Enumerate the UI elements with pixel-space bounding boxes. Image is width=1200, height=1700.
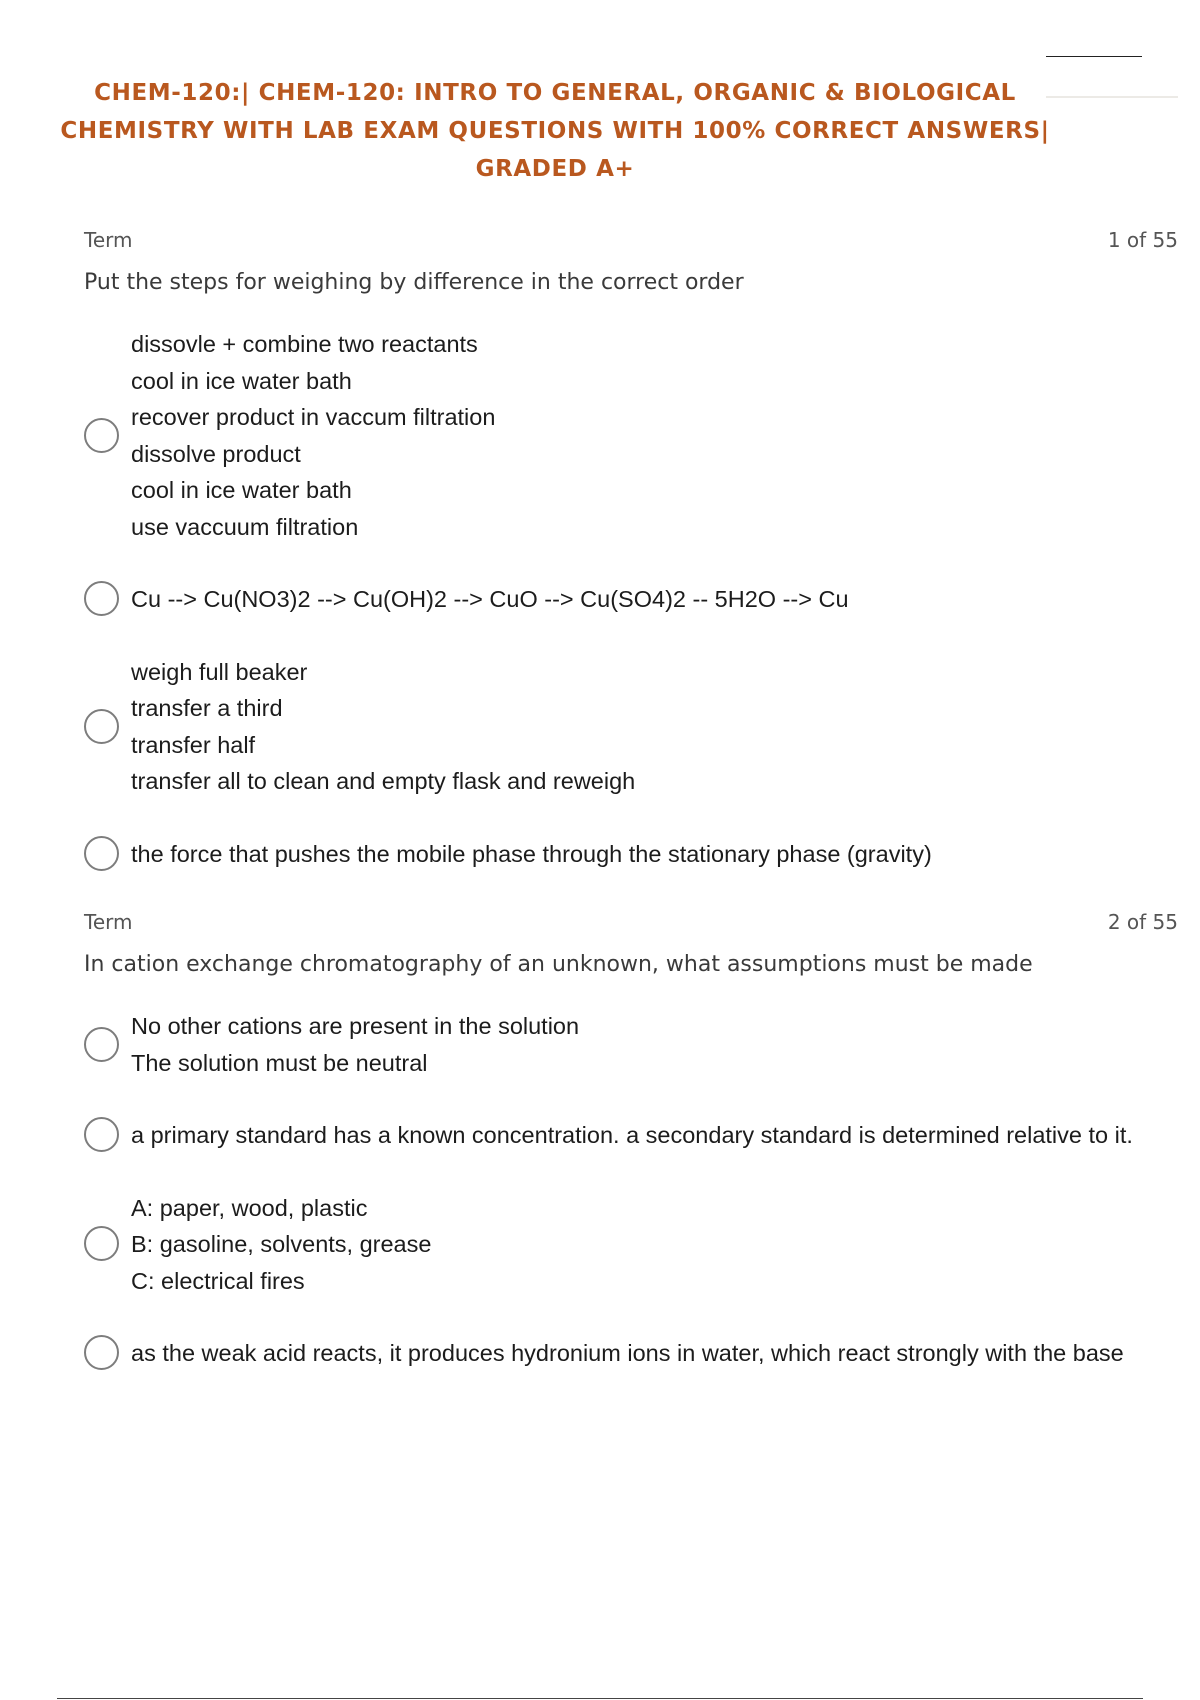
term-header	[84, 910, 1178, 942]
radio-button[interactable]	[84, 709, 119, 744]
option-text	[131, 1190, 1178, 1300]
answer-option-4[interactable]	[84, 1335, 1178, 1372]
option-line: dissovle + combine two reactants	[131, 331, 478, 357]
option-line: cool in ice water bath	[131, 367, 352, 394]
footer-rule	[57, 1698, 1143, 1699]
answer-option-2[interactable]	[84, 1117, 1178, 1154]
term-card-1	[84, 228, 1178, 908]
option-text	[131, 1008, 1178, 1081]
option-line: cool in ice water bath	[131, 477, 352, 503]
term-label: Term	[84, 910, 133, 934]
option-line: A: paper, wood, plastic	[131, 1194, 368, 1221]
option-line: as the weak acid reacts, it produces hydronium ions in water, which react strongly with the base	[131, 1340, 1124, 1366]
radio-button[interactable]	[84, 1226, 119, 1261]
option-line: transfer all to clean and empty flask and reweigh	[131, 768, 636, 794]
radio-button[interactable]	[84, 1027, 119, 1062]
option-text	[131, 326, 1178, 545]
radio-button[interactable]	[84, 418, 119, 453]
option-line: use vaccuum filtration	[131, 513, 359, 540]
option-line: the force that pushes the mobile phase through the stationary phase (gravity)	[131, 840, 932, 867]
option-text	[131, 654, 1178, 800]
option-line: dissolve product	[131, 440, 301, 467]
option-line: transfer a third	[131, 695, 283, 721]
header-rule	[1046, 56, 1142, 57]
answer-option-3[interactable]	[84, 1190, 1178, 1300]
header-rule-faint	[1046, 96, 1178, 98]
option-line: The solution must be neutral	[131, 1049, 428, 1076]
option-text	[131, 836, 1178, 873]
option-line: recover product in vaccum filtration	[131, 404, 496, 430]
option-text	[131, 1117, 1178, 1154]
option-text	[131, 1335, 1178, 1372]
answer-option-4[interactable]	[84, 836, 1178, 873]
answer-option-1[interactable]	[84, 326, 1178, 545]
term-header	[84, 228, 1178, 260]
radio-button[interactable]	[84, 1335, 119, 1370]
answer-option-1[interactable]	[84, 1008, 1178, 1081]
option-line: Cu --> Cu(NO3)2 --> Cu(OH)2 --> CuO --> Cu(SO4)2 -- 5H2O --> Cu	[131, 586, 849, 612]
option-line: transfer half	[131, 731, 256, 758]
card-counter: 1 of 55	[1107, 228, 1178, 252]
radio-button[interactable]	[84, 581, 119, 616]
document-title: CHEM-120:| CHEM-120: INTRO TO GENERAL, ORGANIC & BIOLOGICAL CHEMISTRY WITH LAB EXAM QUESTIONS WITH 100% CORRECT ANSWERS| GRADED A+	[60, 80, 1050, 182]
term-label: Term	[84, 228, 133, 252]
question-text: Put the steps for weighing by difference in the correct order	[84, 270, 744, 295]
option-text	[131, 581, 1178, 618]
question-text: In cation exchange chromatography of an unknown, what assumptions must be made	[84, 952, 1033, 977]
option-line: C: electrical fires	[131, 1267, 305, 1294]
card-counter: 2 of 55	[1107, 910, 1178, 934]
option-line: B: gasoline, solvents, grease	[131, 1231, 432, 1257]
option-line: weigh full beaker	[131, 658, 308, 685]
answer-option-3[interactable]	[84, 654, 1178, 800]
answer-option-2[interactable]	[84, 581, 1178, 618]
radio-button[interactable]	[84, 1117, 119, 1152]
term-card-2	[84, 910, 1178, 1408]
option-line: a primary standard has a known concentration. a secondary standard is determined relative to it.	[131, 1122, 1133, 1148]
radio-button[interactable]	[84, 836, 119, 871]
option-line: No other cations are present in the solution	[131, 1013, 580, 1039]
